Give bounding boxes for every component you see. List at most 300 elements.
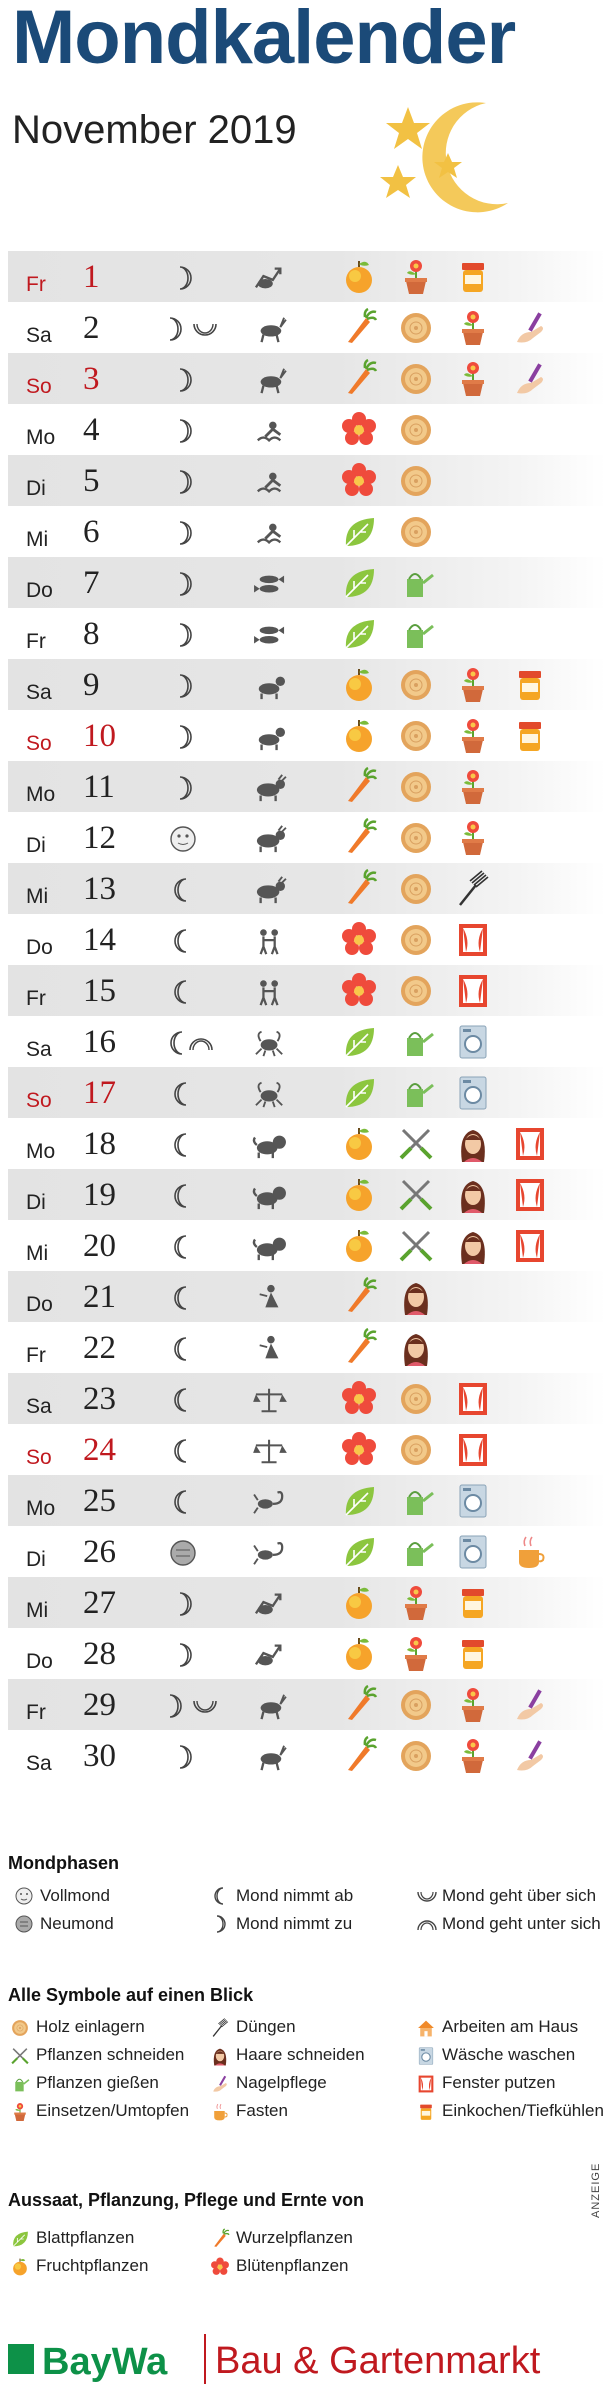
legend-preserve-label: Einkochen/Tiefkühlen (442, 2101, 604, 2120)
fruit-icon (340, 1583, 378, 1623)
zodiac-cell (250, 773, 290, 803)
waning-moon-icon (166, 926, 236, 956)
root-icon (340, 308, 378, 348)
fork-icon (210, 2017, 230, 2039)
legend-insert-label: Einsetzen/Umtopfen (36, 2101, 190, 2120)
waning-moon-icon (166, 1130, 236, 1160)
washer-icon (454, 1073, 492, 1113)
legend-nails-label: Nagelpflege (236, 2073, 327, 2092)
day-number: 30 (83, 1738, 116, 1774)
weekday-label: Sa (26, 681, 52, 704)
legend-leaf-label: Blattpflanzen (36, 2228, 135, 2247)
legend-wax-label: Mond nimmt zu (236, 1914, 353, 1933)
day-number: 14 (83, 922, 116, 958)
day-number: 21 (83, 1279, 116, 1315)
moon-phase-cell (166, 467, 236, 497)
wood-icon (397, 1685, 435, 1725)
moon-phase-cell (166, 1589, 236, 1619)
day-row (8, 1067, 606, 1118)
weekday-label: Di (26, 1548, 46, 1571)
legend-full-moon (40, 1886, 110, 1906)
day-row (8, 965, 606, 1016)
water-icon (397, 1481, 435, 1521)
preserve-icon (454, 1634, 492, 1674)
moon-phase-cell (166, 1181, 236, 1211)
weekday-label: Sa (26, 1752, 52, 1775)
day-row (8, 659, 606, 710)
day-row (8, 1322, 606, 1373)
wood-icon (397, 1430, 435, 1470)
moon-phase-cell (166, 1538, 236, 1568)
legend-window-label: Fenster putzen (442, 2073, 556, 2092)
legend-water (36, 2073, 159, 2093)
legend-house-label: Arbeiten am Haus (442, 2017, 579, 2036)
svg-text:BayWa: BayWa (42, 2341, 168, 2383)
weekday-label: Di (26, 477, 46, 500)
zodiac-cell (250, 926, 290, 956)
waxing-moon-icon (166, 773, 236, 803)
weekday-label: Fr (26, 1701, 46, 1724)
weekday-label: Mi (26, 1242, 49, 1265)
wood-icon (397, 767, 435, 807)
zodiac-cell (250, 314, 290, 344)
page-title: Mondkalender (12, 0, 516, 80)
waning-moon-icon (166, 1283, 236, 1313)
day-row (8, 251, 606, 302)
zodiac-cell (250, 1538, 290, 1568)
waxing-moon-icon (166, 263, 236, 293)
legend-insert (36, 2101, 189, 2121)
moon-phase-cell (166, 1079, 236, 1109)
day-row (8, 1220, 606, 1271)
pisces-icon (250, 620, 290, 650)
window-icon (511, 1175, 549, 1215)
day-row (8, 914, 606, 965)
pisces-icon (250, 569, 290, 599)
leaf-icon (340, 1532, 378, 1572)
day-row (8, 506, 606, 557)
zodiac-cell (250, 1334, 290, 1364)
weekday-label: So (26, 1089, 52, 1112)
preserve-icon (454, 257, 492, 297)
fruit-icon (340, 1226, 378, 1266)
zodiac-cell (250, 1028, 290, 1058)
zodiac-cell (250, 1589, 290, 1619)
window-icon (416, 2073, 436, 2095)
legend-preserve (442, 2101, 604, 2121)
day-number: 5 (83, 463, 100, 499)
moon-phase-cell (166, 773, 236, 803)
root-icon (340, 1277, 378, 1317)
root-icon (340, 1685, 378, 1725)
root-icon (210, 2228, 230, 2250)
zodiac-cell (250, 824, 290, 854)
nails-icon (511, 359, 549, 399)
insert-icon (454, 359, 492, 399)
insert-icon (454, 1685, 492, 1725)
wood-icon (397, 869, 435, 909)
waning-moon-icon (166, 1334, 236, 1364)
insert-icon (397, 1583, 435, 1623)
legend-over (442, 1886, 596, 1906)
sagittarius-icon (250, 263, 290, 293)
root-icon (340, 818, 378, 858)
moon-phase-cell (166, 1130, 236, 1160)
flower-icon (340, 1379, 378, 1419)
day-row (8, 557, 606, 608)
day-row (8, 1628, 606, 1679)
day-number: 17 (83, 1075, 116, 1111)
legend-under (442, 1914, 601, 1934)
prune-icon (397, 1226, 435, 1266)
moon-phase-cell (166, 1283, 236, 1313)
day-row (8, 812, 606, 863)
nails-icon (210, 2073, 230, 2095)
full-moon-icon (166, 824, 236, 854)
legend-fork (236, 2017, 296, 2037)
capricorn-icon (250, 314, 290, 344)
weekday-label: Fr (26, 987, 46, 1010)
hair-icon (454, 1226, 492, 1266)
legend-fruit (36, 2256, 148, 2276)
new-moon-icon (14, 1914, 34, 1934)
legend-wane-label: Mond nimmt ab (236, 1886, 354, 1905)
legend-wood-label: Holz einlagern (36, 2017, 145, 2036)
day-row (8, 761, 606, 812)
fruit-icon (340, 1634, 378, 1674)
day-row (8, 1118, 606, 1169)
legend-flower (236, 2256, 348, 2276)
leaf-icon (340, 563, 378, 603)
hair-icon (397, 1328, 435, 1368)
hair-icon (210, 2045, 230, 2067)
taurus-icon (250, 875, 290, 905)
waxing-moon-icon (166, 365, 236, 395)
root-icon (340, 767, 378, 807)
day-number: 6 (83, 514, 100, 550)
legend-nails (236, 2073, 327, 2093)
day-row (8, 302, 606, 353)
fast-icon (511, 1532, 549, 1572)
day-number: 11 (83, 769, 115, 805)
prune-icon (10, 2045, 30, 2067)
legend-house (442, 2017, 578, 2037)
flower-icon (210, 2256, 230, 2278)
day-row (8, 1475, 606, 1526)
insert-icon (454, 818, 492, 858)
prune-icon (397, 1124, 435, 1164)
preserve-icon (511, 665, 549, 705)
hair-icon (454, 1175, 492, 1215)
taurus-icon (250, 824, 290, 854)
weekday-label: Mo (26, 426, 56, 449)
fruit-icon (340, 257, 378, 297)
waxing-moon-icon (166, 569, 236, 599)
water-icon (10, 2073, 30, 2095)
day-row (8, 608, 606, 659)
moon-phase-cell (166, 671, 236, 701)
weekday-label: Sa (26, 1038, 52, 1061)
moon-phase-cell (166, 1028, 236, 1058)
preserve-icon (416, 2101, 436, 2123)
flower-icon (340, 1430, 378, 1470)
zodiac-cell (250, 1436, 290, 1466)
fast-icon (210, 2101, 230, 2123)
waxing-ascending-moon-icon (166, 1691, 236, 1721)
legend-root (236, 2228, 353, 2248)
day-row (8, 710, 606, 761)
fruit-icon (340, 665, 378, 705)
weekday-label: So (26, 1446, 52, 1469)
full-moon-icon (14, 1886, 34, 1906)
wood-icon (397, 971, 435, 1011)
fork-icon (454, 869, 492, 909)
waning-moon-icon (166, 1385, 236, 1415)
washer-icon (416, 2045, 436, 2067)
weekday-label: So (26, 375, 52, 398)
moon-phase-cell (166, 1436, 236, 1466)
weekday-label: Fr (26, 273, 46, 296)
day-number: 10 (83, 718, 116, 754)
day-number: 13 (83, 871, 116, 907)
symbols-heading: Alle Symbole auf einen Blick (8, 1985, 254, 2005)
wood-icon (397, 920, 435, 960)
legend-root-label: Wurzelpflanzen (236, 2228, 353, 2247)
flower-icon (340, 410, 378, 450)
zodiac-cell (250, 977, 290, 1007)
waxing-moon-icon (210, 1914, 230, 1934)
root-icon (340, 1328, 378, 1368)
day-number: 29 (83, 1687, 116, 1723)
window-icon (511, 1226, 549, 1266)
brand-tagline: Bau & Gartenmarkt (215, 2340, 541, 2382)
leaf-icon (340, 1022, 378, 1062)
house-icon (416, 2017, 436, 2039)
zodiac-cell (250, 722, 290, 752)
fruit-icon (340, 1175, 378, 1215)
legend-hair (236, 2045, 365, 2065)
nails-icon (511, 308, 549, 348)
moonphase-heading: Mondphasen (8, 1853, 119, 1873)
leaf-icon (340, 1073, 378, 1113)
nails-icon (511, 1736, 549, 1776)
waxing-moon-icon (166, 1589, 236, 1619)
weekday-label: Mo (26, 783, 56, 806)
waxing-moon-icon (166, 671, 236, 701)
zodiac-cell (250, 569, 290, 599)
flower-icon (340, 461, 378, 501)
aquarius-icon (250, 467, 290, 497)
day-number: 20 (83, 1228, 116, 1264)
zodiac-cell (250, 875, 290, 905)
wood-icon (397, 665, 435, 705)
wood-icon (397, 461, 435, 501)
ad-label: ANZEIGE (590, 2162, 602, 2218)
waxing-moon-icon (166, 1640, 236, 1670)
day-row (8, 1577, 606, 1628)
legend-over-label: Mond geht über sich (442, 1886, 597, 1905)
weekday-label: Mo (26, 1140, 56, 1163)
capricorn-icon (250, 1691, 290, 1721)
zodiac-cell (250, 1691, 290, 1721)
moon-ascending-icon (416, 1886, 438, 1906)
water-icon (397, 563, 435, 603)
weekday-label: Sa (26, 324, 52, 347)
gemini-icon (250, 977, 290, 1007)
leaf-icon (10, 2228, 30, 2250)
weekday-label: So (26, 732, 52, 755)
window-icon (454, 1430, 492, 1470)
insert-icon (454, 665, 492, 705)
zodiac-cell (250, 1487, 290, 1517)
nails-icon (511, 1685, 549, 1725)
wood-icon (10, 2017, 30, 2039)
waxing-moon-icon (166, 1742, 236, 1772)
day-number: 18 (83, 1126, 116, 1162)
flower-icon (340, 920, 378, 960)
washer-icon (454, 1481, 492, 1521)
day-number: 8 (83, 616, 100, 652)
moon-phase-cell (166, 722, 236, 752)
day-number: 3 (83, 361, 100, 397)
wood-icon (397, 716, 435, 756)
zodiac-cell (250, 1079, 290, 1109)
waning-moon-icon (166, 1181, 236, 1211)
scorpio-icon (250, 1487, 290, 1517)
moon-phase-cell (166, 1385, 236, 1415)
insert-icon (454, 716, 492, 756)
weekday-label: Do (26, 579, 53, 602)
water-icon (397, 614, 435, 654)
washer-icon (454, 1022, 492, 1062)
leo-icon (250, 1232, 290, 1262)
legend-hair-label: Haare schneiden (236, 2045, 365, 2064)
gemini-icon (250, 926, 290, 956)
day-row (8, 1373, 606, 1424)
waxing-moon-icon (166, 467, 236, 497)
waning-moon-icon (166, 1079, 236, 1109)
virgo-icon (250, 1283, 290, 1313)
legend-wax (236, 1914, 352, 1934)
day-number: 27 (83, 1585, 116, 1621)
weekday-label: Do (26, 1293, 53, 1316)
wood-icon (397, 818, 435, 858)
cancer-icon (250, 1028, 290, 1058)
day-number: 15 (83, 973, 116, 1009)
insert-icon (454, 308, 492, 348)
waning-moon-icon (166, 875, 236, 905)
water-icon (397, 1022, 435, 1062)
window-icon (454, 971, 492, 1011)
wood-icon (397, 308, 435, 348)
legend-prune-label: Pflanzen schneiden (36, 2045, 185, 2064)
day-row (8, 455, 606, 506)
day-number: 23 (83, 1381, 116, 1417)
zodiac-cell (250, 365, 290, 395)
waning-moon-icon (210, 1886, 230, 1906)
waning-moon-icon (166, 1232, 236, 1262)
waxing-moon-icon (166, 518, 236, 548)
preserve-icon (454, 1583, 492, 1623)
legend-new-moon (40, 1914, 114, 1934)
calendar-table (8, 251, 606, 1781)
window-icon (454, 1379, 492, 1419)
day-row (8, 1271, 606, 1322)
moon-phase-cell (166, 569, 236, 599)
water-icon (397, 1532, 435, 1572)
moon-phase-cell (166, 1691, 236, 1721)
moon-phase-cell (166, 977, 236, 1007)
libra-icon (250, 1385, 290, 1415)
wood-icon (397, 410, 435, 450)
fruit-icon (340, 1124, 378, 1164)
moon-phase-cell (166, 926, 236, 956)
zodiac-cell (250, 263, 290, 293)
insert-icon (10, 2101, 30, 2123)
zodiac-cell (250, 518, 290, 548)
waning-descending-moon-icon (166, 1028, 236, 1058)
window-icon (511, 1124, 549, 1164)
legend-fast (236, 2101, 288, 2121)
day-row (8, 1730, 606, 1781)
aquarius-icon (250, 518, 290, 548)
leaf-icon (340, 1481, 378, 1521)
new-moon-icon (166, 1538, 236, 1568)
waning-moon-icon (166, 1487, 236, 1517)
weekday-label: Di (26, 1191, 46, 1214)
sagittarius-icon (250, 1640, 290, 1670)
moon-phase-cell (166, 314, 236, 344)
zodiac-cell (250, 1130, 290, 1160)
moon-phase-cell (166, 1334, 236, 1364)
zodiac-cell (250, 1640, 290, 1670)
capricorn-icon (250, 365, 290, 395)
weekday-label: Do (26, 936, 53, 959)
weekday-label: Fr (26, 1344, 46, 1367)
moon-phase-cell (166, 875, 236, 905)
zodiac-cell (250, 1283, 290, 1313)
day-number: 2 (83, 310, 100, 346)
root-icon (340, 869, 378, 909)
zodiac-cell (250, 671, 290, 701)
weekday-label: Mi (26, 885, 49, 908)
capricorn-icon (250, 1742, 290, 1772)
root-icon (340, 1736, 378, 1776)
water-icon (397, 1073, 435, 1113)
moon-phase-cell (166, 824, 236, 854)
moon-phase-cell (166, 620, 236, 650)
leo-icon (250, 1130, 290, 1160)
cancer-icon (250, 1079, 290, 1109)
weekday-label: Mi (26, 528, 49, 551)
legend-full-moon-label: Vollmond (40, 1886, 110, 1905)
legend-new-moon-label: Neumond (40, 1914, 114, 1933)
legend-leaf (36, 2228, 134, 2248)
day-number: 26 (83, 1534, 116, 1570)
washer-icon (454, 1532, 492, 1572)
day-number: 19 (83, 1177, 116, 1213)
preserve-icon (511, 716, 549, 756)
insert-icon (397, 257, 435, 297)
day-number: 16 (83, 1024, 116, 1060)
moon-descending-icon (416, 1914, 438, 1934)
aries-icon (250, 671, 290, 701)
day-row (8, 353, 606, 404)
weekday-label: Di (26, 834, 46, 857)
weekday-label: Fr (26, 630, 46, 653)
leaf-icon (340, 512, 378, 552)
day-row (8, 1016, 606, 1067)
